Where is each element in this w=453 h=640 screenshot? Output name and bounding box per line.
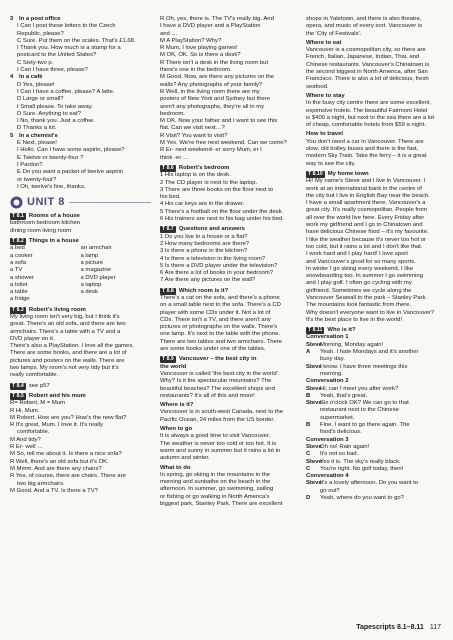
utterance: Morning, Monday again! bbox=[320, 341, 384, 348]
tapescript-tag: T 8.7 bbox=[162, 226, 174, 233]
text-line: seafood. bbox=[306, 83, 329, 90]
text-line: biggest park, Stanley Park. There are excellent bbox=[160, 501, 283, 507]
list-item: a shower bbox=[10, 274, 34, 281]
text-line: 3 There are three books on the floor next to bbox=[160, 186, 274, 193]
subheading: When to go bbox=[160, 426, 193, 433]
list-item: a bed bbox=[10, 245, 25, 252]
list-item: a desk bbox=[80, 289, 98, 296]
list-item: a sofa bbox=[10, 259, 27, 266]
text-line: D Large or small? bbox=[17, 96, 64, 103]
text-line: M OK, OK. So is there a desk? bbox=[160, 52, 241, 59]
utterance: Six o'clock OK? We can go to that bbox=[320, 400, 409, 407]
text-line: his bed. bbox=[160, 194, 181, 201]
t84-block bbox=[10, 383, 151, 390]
text-line: It is always a good time to visit Vancouver. bbox=[160, 433, 271, 440]
text-line: the city but I live in English Bay near the beach. bbox=[306, 192, 430, 199]
t85-block bbox=[10, 393, 151, 495]
utterance: Yeah, that's great. bbox=[320, 392, 368, 399]
text-line: one lamp. It's next to the table with the phone. bbox=[160, 331, 280, 338]
text-line: In winter I go skiing every weekend, I like bbox=[306, 265, 414, 272]
text-line: There are two tables and two armchairs. There bbox=[160, 338, 283, 345]
speaker: Steve bbox=[306, 363, 322, 370]
text-line: 7 Are there any pictures on the wall? bbox=[160, 277, 256, 284]
text-line: I No, thank you. Just a coffee. bbox=[17, 118, 95, 125]
text-line: afternoon. In summer, go swimming, sailing bbox=[160, 486, 274, 493]
section-title: Vancouver – the best city in bbox=[178, 356, 257, 363]
text-line: walls? Any photographs of your family? bbox=[160, 81, 263, 88]
section-title: My home town bbox=[327, 170, 369, 177]
text-line: M Mmm. And are there any chairs? bbox=[10, 465, 102, 472]
subheading: Where to stay bbox=[306, 92, 345, 99]
speaker: C bbox=[306, 465, 311, 472]
text-line: R= Robert, M = Mum bbox=[10, 400, 65, 407]
text-line: I Pardon? bbox=[17, 161, 43, 168]
text-line: The mountains look fantastic from there. bbox=[306, 302, 412, 309]
text-line: DVD player on it. bbox=[10, 335, 55, 342]
text-line: bathroom bedroom kitchen bbox=[10, 220, 81, 227]
text-line: Republic, please? bbox=[17, 30, 64, 37]
text-line: really comfortable. bbox=[10, 372, 59, 379]
section-title: Which room is it? bbox=[178, 287, 229, 294]
text-line: CDs. There isn't a TV, and there aren't any bbox=[160, 316, 271, 323]
text-line: M So, tell me about it. Is there a nice sofa? bbox=[10, 451, 122, 458]
speaker: A bbox=[306, 349, 311, 356]
text-line: Vancouver is called 'the best city in the world'. bbox=[160, 370, 280, 377]
section-title: Robert's living room bbox=[28, 306, 86, 313]
text-line: 5 There's a football on the floor under the desk. bbox=[160, 208, 284, 215]
text-line: work at an international bank in the centre of bbox=[306, 185, 422, 192]
text-line: warm and sunny in summer but it rains a lot in bbox=[160, 447, 281, 454]
text-line: 3 Is there a phone in the kitchen? bbox=[160, 248, 248, 255]
text-line: In spring, go skiing in the mountains in the bbox=[160, 471, 271, 478]
text-line: I Oh, twelve's fine, thanks. bbox=[17, 183, 86, 190]
text-line: M Robert. How are you? How's the new flat? bbox=[10, 414, 127, 421]
text-line: 2 How many bedrooms are there? bbox=[160, 240, 250, 247]
text-line: R Oh, yes, there is. The TV's really big. And bbox=[160, 16, 274, 22]
utterance: supermarket. bbox=[320, 414, 355, 421]
section-title: Rooms of a house bbox=[28, 213, 80, 220]
subheading: Where is it? bbox=[160, 402, 194, 409]
utterance: Yeah. I hate Mondays and it's another bbox=[320, 349, 419, 356]
t82-block bbox=[10, 238, 151, 304]
section-title: Who is it? bbox=[327, 327, 356, 334]
text-line: morning and sunbathe on the beach in the bbox=[160, 479, 271, 486]
list-item: a cooker bbox=[10, 252, 33, 259]
list-item: a laptop bbox=[80, 281, 102, 288]
q3-block: 3 In a post office I Can I post these letters to the Czech Republic, please? C Sure. Put them on the scales. That's £1.68. I Thank you. How much is a stamp for a postcard to the United States? C Sixty-two p. I Can I have three, please? bbox=[10, 16, 151, 74]
utterance: Yes it is. The sky's really black. bbox=[320, 458, 401, 465]
unit-heading bbox=[10, 196, 151, 209]
text-line: 6 Are there a lot of books in your bedroom? bbox=[160, 270, 273, 277]
text-line: The weather is never too cold or too hot. It is bbox=[160, 440, 277, 447]
tapescript-tag: T 8.8 bbox=[162, 287, 174, 294]
text-line: M OK. Now your father and I want to see this bbox=[160, 118, 278, 125]
text-line: I Can I have three, please? bbox=[17, 67, 88, 74]
utterance: go out? bbox=[320, 487, 340, 494]
page-footer bbox=[356, 624, 441, 631]
text-line: Francisco. There is also a lot of delicious, fresh bbox=[306, 76, 429, 83]
conversation-title: Conversation 2 bbox=[306, 378, 349, 385]
text-line: I Thank you. How much is a stamp for a bbox=[17, 45, 121, 52]
text-line: dining room living room bbox=[10, 227, 71, 234]
subheading: How to travel bbox=[306, 131, 343, 138]
text-line: I Can I post these letters to the Czech bbox=[17, 23, 116, 30]
unit-divider bbox=[69, 202, 151, 203]
word-list bbox=[10, 245, 151, 303]
text-line: There's a cat on the sofa, and there's a phone bbox=[160, 294, 280, 301]
list-item: a toilet bbox=[10, 281, 28, 288]
conversation-title: Conversation 1 bbox=[306, 334, 349, 341]
text-line: on a small table next to the sofa. There's a CD bbox=[160, 302, 281, 309]
text-line: D Yes, please! bbox=[17, 81, 55, 88]
text-line: 4 Is there a television in the living room? bbox=[160, 255, 266, 262]
text-line: E Next, please! bbox=[17, 140, 57, 147]
text-line: M Good. Now, are there any pictures on the bbox=[160, 74, 274, 81]
text-line: flat. Can we visit next…? bbox=[160, 125, 225, 132]
text-line: opera, and music of every sort. Vancouver is bbox=[306, 23, 423, 30]
text-line: snowboarding too. In summer I go swimming bbox=[306, 273, 423, 280]
speaker: Steve bbox=[306, 443, 322, 450]
conversation-title: Conversation 4 bbox=[306, 473, 349, 480]
text-line: and … bbox=[160, 30, 178, 37]
text-line: My living room isn't very big, but I think it's bbox=[10, 313, 120, 320]
t89-block bbox=[160, 356, 301, 400]
text-line: R Mum, I love playing games! bbox=[160, 45, 238, 52]
text-line: Vancouver Seawall to the park – Stanley Park. bbox=[306, 294, 428, 301]
t83-block bbox=[10, 307, 151, 380]
utterance: It's a lovely afternoon. Do you want to bbox=[320, 480, 419, 487]
list-item: a table bbox=[10, 289, 28, 296]
text-line: comfortable. bbox=[17, 429, 50, 436]
text-line: is $400 a night, but next to the sea there are a lot bbox=[306, 114, 435, 121]
subheading: Where to eat bbox=[306, 39, 342, 46]
list-item: a fridge bbox=[10, 296, 30, 303]
speaker: Steve bbox=[306, 400, 322, 407]
text-line: R Hi, Mum. bbox=[10, 407, 40, 414]
text-line: autumn and winter. bbox=[160, 455, 210, 462]
text-line: Pacific Ocean, 24 miles from the US border. bbox=[160, 416, 275, 423]
section-title: Things in a house bbox=[28, 238, 79, 245]
text-line: two big armchairs. bbox=[17, 480, 65, 487]
utterance: I know. I have three meetings this bbox=[320, 363, 408, 370]
text-line: I work hard and I play hard! I love sport bbox=[306, 251, 408, 258]
text-line: M Yes. We're free next weekend. Can we come? bbox=[160, 140, 287, 147]
text-line: or twenty-four? bbox=[17, 176, 57, 183]
utterance: Yeah, where do you want to go? bbox=[320, 495, 404, 501]
text-line: 2 The CD player is next to the laptop. bbox=[160, 179, 258, 186]
text-line: Vancouver is in south-west Canada, next to the bbox=[160, 409, 284, 416]
text-line: R There isn't a desk in the living room but bbox=[160, 59, 269, 66]
text-line: Hi! My name's Steve and I live in Vancouver. I bbox=[306, 178, 426, 185]
utterance: It's not so bad. bbox=[320, 451, 359, 458]
column-3 bbox=[306, 16, 447, 502]
tapescript-tag: T 8.5 bbox=[12, 392, 24, 399]
footer-title: Tapescripts 8.1–8.11 bbox=[356, 624, 424, 631]
text-line: and Vancouver's good for so many sports. bbox=[306, 258, 416, 265]
text-line: armchairs. There's a table with a TV and a bbox=[10, 328, 121, 335]
tapescript-tag: T 8.3 bbox=[12, 306, 24, 313]
text-line: two lamps. My room's not very tidy but it's bbox=[10, 365, 119, 372]
list-item: a DVD player bbox=[80, 274, 116, 281]
text-line: work my girlfriend and I go to Chinatown and bbox=[306, 222, 423, 229]
text-line: postcard to the United States? bbox=[17, 52, 97, 59]
t81-block bbox=[10, 213, 151, 235]
conversation-title: Conversation 3 bbox=[306, 436, 349, 443]
text-line: player with some CDs under it. Not a lot of bbox=[160, 309, 271, 316]
text-line: great city. It's really cosmopolitan. People from bbox=[306, 207, 428, 214]
text-line: C Sure. Put them on the scales. That's £1.68. bbox=[17, 37, 136, 44]
q3-title: In a post office bbox=[19, 16, 61, 22]
text-line: the second biggest in North America, after San bbox=[306, 69, 428, 76]
text-line: bedroom. bbox=[160, 110, 185, 117]
utterance: Oh no! Rain again! bbox=[320, 443, 370, 450]
section-title: Robert's bedroom bbox=[178, 164, 230, 171]
text-line: I Hello. Can I have some aspirin, please? bbox=[17, 147, 125, 154]
utterance: Fine. I want to go there again. The bbox=[320, 422, 410, 429]
column-1 bbox=[10, 16, 151, 495]
text-line: R Er- well … bbox=[10, 444, 44, 451]
text-line: there's one in the bedroom. bbox=[160, 67, 232, 74]
text-line: There are some books, and there are a lot of bbox=[10, 350, 127, 357]
speaker: Steve bbox=[306, 458, 322, 465]
tapescript-tag: T 8.1 bbox=[12, 213, 24, 220]
dialogue-continued bbox=[160, 16, 301, 162]
text-line: E Twelve or twenty-four ? bbox=[17, 154, 84, 161]
text-line: 1 His laptop is on the desk. bbox=[160, 172, 231, 179]
tapescript-tag: T 8.4 bbox=[12, 382, 24, 389]
speaker: Steve bbox=[306, 385, 322, 392]
text-line: expensive hotels. The beautiful Fairmont Hotel bbox=[306, 107, 428, 114]
section-title: Questions and answers bbox=[178, 226, 245, 233]
text-line: have delicious Chinese food – it's my favourite. bbox=[306, 229, 429, 236]
text-line: 4 His car keys are in the drawer. bbox=[160, 201, 245, 208]
section-title: Robert and his mum bbox=[28, 392, 86, 399]
list-item: a picture bbox=[80, 259, 104, 266]
text-line: You don't need a car in Vancouver. There are bbox=[306, 138, 424, 145]
t86-block bbox=[160, 165, 301, 223]
text-line: and I play golf. I often go cycling with my bbox=[306, 280, 412, 287]
text-line: French, Italian, Japanese, Indian, Thai, and bbox=[306, 54, 420, 61]
t811-block bbox=[306, 327, 447, 502]
text-line: Why? Is it the spectacular mountains? The bbox=[160, 378, 272, 385]
text-line: It's the best place to live in the world! bbox=[306, 316, 403, 323]
text-line: slow, old trolley buses and there is the fast, bbox=[306, 146, 419, 153]
tapescript-tag: T 8.11 bbox=[308, 327, 323, 334]
q4-block: 4 In a café D Yes, please! I Can I have a coffee, please? A latte. D Large or small? I Small please. To take away. D Sure. Anything to eat? I No, thank you. Just a coffee. D Thanks a lot. bbox=[10, 74, 151, 132]
q5-title: In a chemist's bbox=[19, 132, 58, 139]
section-title: see p57 bbox=[28, 382, 50, 389]
utterance: busy day. bbox=[320, 356, 345, 363]
utterance: You're right. No golf today, then! bbox=[320, 465, 404, 472]
text-line: D Sure. Anything to eat? bbox=[17, 110, 81, 117]
text-line: beautiful beaches? The excellent shops and bbox=[160, 385, 275, 392]
text-line: girlfriend. Sometimes we cycle along the bbox=[306, 287, 412, 294]
text-line: modern Sky Train. Take the ferry – it is a great bbox=[306, 153, 427, 160]
text-line: aren't any photographs, they're all in my bbox=[160, 103, 265, 110]
t88-block bbox=[160, 288, 301, 354]
text-line: great. There's an old sofa, and there are two bbox=[10, 321, 126, 328]
text-line: I like the weather because it's never too hot or bbox=[306, 236, 426, 243]
text-line: Chinese restaurants. Vancouver's Chinatown is bbox=[306, 61, 430, 68]
text-line: R Well, there's an old sofa but it's OK. bbox=[10, 458, 109, 465]
text-line: M A PlayStation? Why? bbox=[160, 37, 222, 44]
text-line: are some books under one of the tables. bbox=[160, 346, 266, 353]
unit-badge-icon bbox=[10, 196, 23, 209]
text-line: Why doesn't everyone want to live in Vancouver? bbox=[306, 309, 435, 316]
text-line: shops in Yaletown, and there is also theatre, bbox=[306, 16, 422, 22]
text-line: I Can I have a coffee, please? A latte. bbox=[17, 88, 115, 95]
text-line: I have a DVD player and a PlayStation bbox=[160, 23, 261, 30]
text-line: I have a small apartment there. Vancouver's a bbox=[306, 200, 426, 207]
subheading: What to do bbox=[160, 464, 191, 471]
text-line: of cheap, comfortable hotels from $59 a night. bbox=[306, 122, 426, 129]
utterance: restaurant next to the Chinese bbox=[320, 407, 399, 414]
speaker: D bbox=[306, 495, 311, 501]
tapescript-tag: T 8.6 bbox=[162, 164, 174, 171]
list-item: an armchair bbox=[80, 245, 112, 252]
text-line: Vancouver is a cosmopolitan city, so there are bbox=[306, 47, 426, 54]
text-line: E Do you want a packet of twelve aspirin bbox=[17, 169, 124, 176]
text-line: 1 Do you live in a house or a flat? bbox=[160, 233, 248, 240]
text-line: way to see the city. bbox=[306, 160, 356, 167]
list-item: a lamp bbox=[80, 252, 99, 259]
text-line: In the busy city centre there are some excellent, bbox=[306, 100, 432, 107]
q5-block: 5 In a chemist's E Next, please! I Hello. Can I have some aspirin, please? E Twelve or twenty-four ? I Pardon? E Do you want a packet of twelve aspirin or twenty-four? I Oh, twelve's fine, thanks. bbox=[10, 133, 151, 191]
list-item: a magazine bbox=[80, 267, 111, 274]
section-title-cont: the world bbox=[160, 363, 187, 370]
text-line: R Well, in the living room there are my bbox=[160, 88, 260, 95]
text-line: R It's great, Mum. I love it. It's really bbox=[10, 422, 103, 429]
text-line: There's also a PlayStation. I love all the games. bbox=[10, 343, 134, 350]
text-line: the 'City of Festivals'. bbox=[306, 30, 362, 37]
text-line: R Visit? You want to visit? bbox=[160, 132, 228, 139]
text-line: 5 Is there a DVD player under the television? bbox=[160, 262, 278, 269]
t810-block bbox=[306, 171, 447, 324]
speaker: C bbox=[306, 451, 311, 458]
list-item: a TV bbox=[10, 267, 23, 274]
utterance: Hi, can I meet you after work? bbox=[320, 385, 399, 392]
text-line: or fishing or go walking in North America's bbox=[160, 493, 270, 500]
tapescript-tag: T 8.10 bbox=[308, 170, 323, 177]
text-line: C Sixty-two p. bbox=[17, 59, 54, 66]
text-line: M And tidy? bbox=[10, 436, 41, 443]
text-line: restaurants? It's all of this and more! bbox=[160, 392, 255, 399]
speaker: Steve bbox=[306, 341, 322, 348]
q4-title: In a café bbox=[19, 74, 43, 81]
text-line: all over the world live here. Every Friday after bbox=[306, 214, 425, 221]
tapescript-tag: T 8.2 bbox=[12, 238, 24, 245]
text-line: I Small please. To take away. bbox=[17, 103, 93, 110]
speaker: B bbox=[306, 392, 311, 399]
t87-block bbox=[160, 226, 301, 284]
text-line: D Thanks a lot. bbox=[17, 125, 57, 132]
text-line: R Yes, of course, there are chairs. There are bbox=[10, 473, 126, 480]
utterance: food's delicious. bbox=[320, 429, 362, 436]
text-line: pictures and posters on the walls. There are bbox=[10, 357, 125, 364]
text-line: think -er … bbox=[160, 154, 189, 161]
speaker: B bbox=[306, 422, 311, 429]
text-line: pictures or photographs on the walls. There's bbox=[160, 324, 278, 331]
column-2 bbox=[160, 16, 301, 508]
text-line: too cold, but it rains a lot and I don't like that. bbox=[306, 243, 423, 250]
utterance: morning. bbox=[320, 370, 343, 377]
text-line: 6 His trainers are next to his bag under his bed. bbox=[160, 216, 284, 223]
speaker: Steve bbox=[306, 480, 322, 487]
page-number: 117 bbox=[429, 624, 441, 631]
text-line: posters of New York and Sydney but there bbox=[160, 96, 271, 103]
text-line: M Good. And a TV. Is there a TV? bbox=[10, 487, 98, 494]
tapescript-tag: T 8.9 bbox=[162, 356, 174, 363]
text-line: R Er- next weekend- er sorry Mum, er I bbox=[160, 147, 262, 154]
unit-label: UNIT 8 bbox=[27, 195, 65, 208]
